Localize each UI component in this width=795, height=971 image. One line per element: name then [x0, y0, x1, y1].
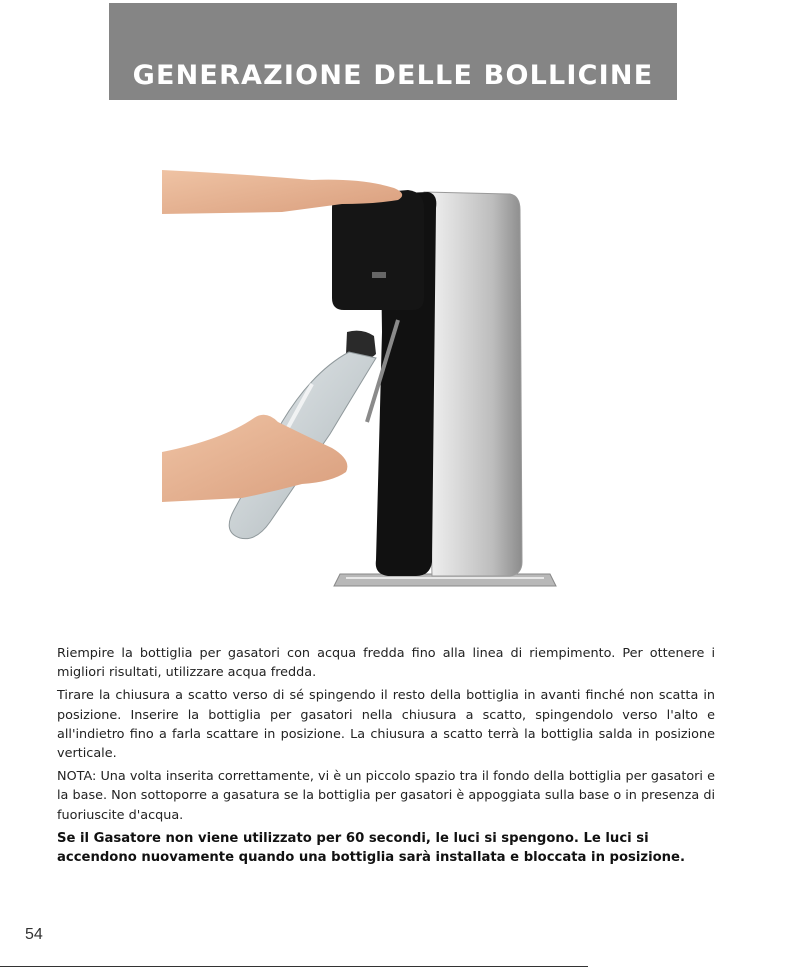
product-photo: [162, 122, 588, 634]
soda-maker-illustration: [162, 122, 588, 634]
section-title: GENERAZIONE DELLE BOLLICINE: [132, 60, 654, 91]
paragraph-lights-warning: Se il Gasatore non viene utilizzato per 60 secondi, le luci si spengono. Le luci si accendono nuovamente quando una bottiglia sarà installata e bloccata in posizione.: [57, 830, 686, 866]
instructions-text: [57, 644, 715, 871]
paragraph-fill: Riempire la bottiglia per gasatori con acqua fredda fino alla linea di riempimento. Per ottenere i migliori risultati, utilizzare acqua fredda.: [57, 646, 715, 681]
carbonation-head: [332, 190, 424, 310]
paragraph-note: NOTA: Una volta inserita correttamente, vi è un piccolo spazio tra il fondo della bottiglia per gasatori e la base. Non sottoporre a gasatura se la bottiglia per gasatori è appoggiata sulla base o in presenza di fuoriuscite d'acqua.: [57, 769, 715, 823]
logo-plate: [372, 272, 386, 278]
page-number: 54: [25, 926, 43, 943]
machine-body: [424, 192, 522, 576]
paragraph-lock: Tirare la chiusura a scatto verso di sé spingendo il resto della bottiglia in avanti finché non scatta in posizione. Inserire la bottiglia per gasatori nella chiusura a scatto, spingendolo verso l'alto e all'indietro fino a farla scattare in posizione. La chiusura a scatto terrà la bottiglia salda in posizione verticale.: [57, 688, 715, 762]
footer-divider: [0, 966, 588, 967]
section-header-banner: [109, 3, 677, 100]
